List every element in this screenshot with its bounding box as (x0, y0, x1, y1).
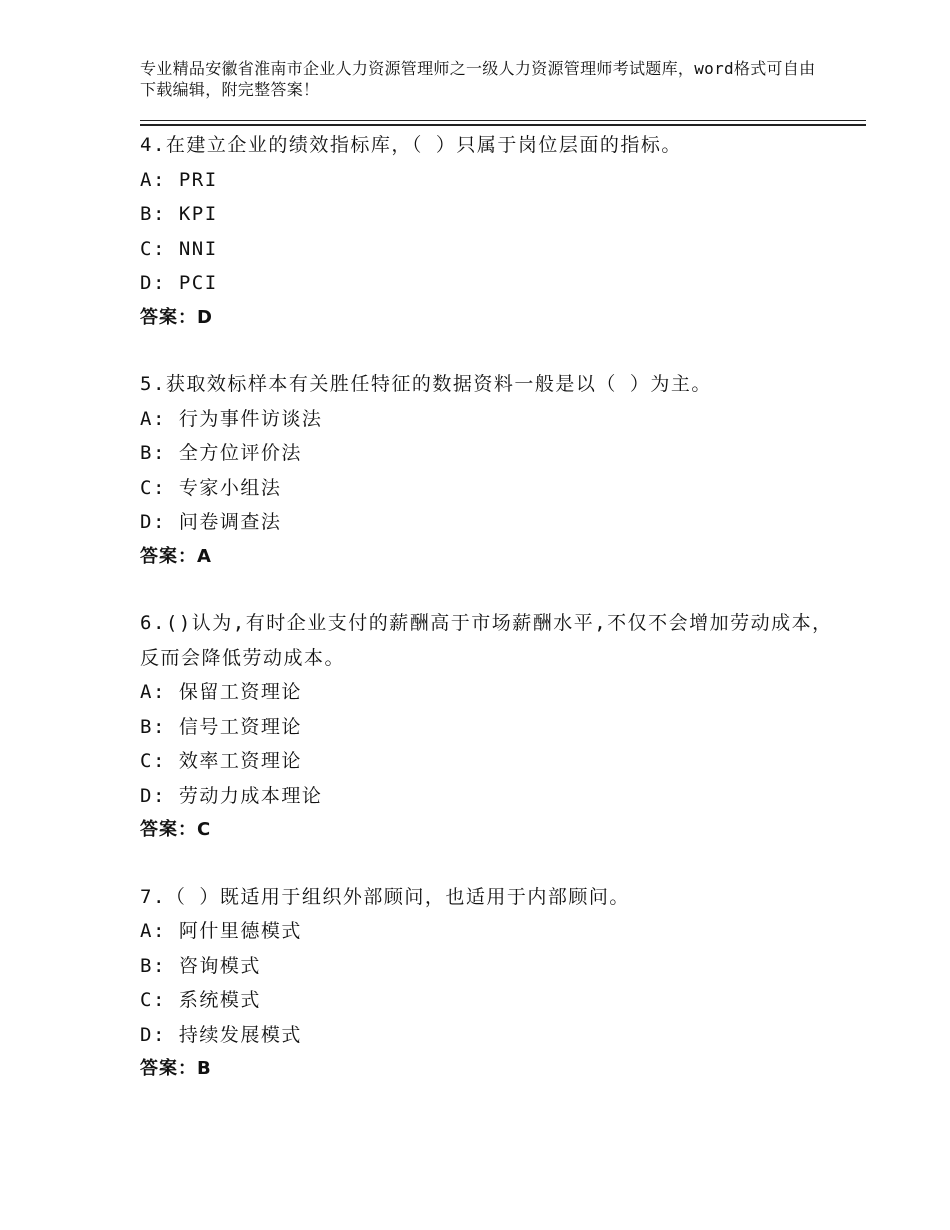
option-d (140, 1018, 840, 1053)
option-a (140, 163, 840, 198)
option-key: C: (140, 476, 166, 499)
option-a (140, 914, 840, 949)
option-key: D: (140, 511, 166, 533)
answer-label: 答案：C (140, 819, 212, 840)
option-d (140, 779, 840, 814)
option-text: KPI (165, 203, 218, 225)
option-text: 行为事件访谈法 (165, 407, 323, 430)
question-5 (140, 367, 840, 574)
option-text: 效率工资理论 (165, 750, 302, 772)
option-c (140, 983, 840, 1018)
question-6 (140, 606, 840, 848)
option-text: 信号工资理论 (165, 715, 302, 738)
option-text: 劳动力成本理论 (165, 784, 323, 807)
page-header: 专业精品安徽省淮南市企业人力资源管理师之一级人力资源管理师考试题库，word格式可自由下载编辑，附完整答案！ (140, 59, 816, 99)
option-text: 阿什里德模式 (165, 920, 302, 942)
option-b (140, 710, 840, 745)
option-text: 保留工资理论 (165, 681, 302, 703)
header-divider-thick (140, 124, 866, 126)
option-d (140, 505, 840, 540)
question-title: 7.（ ）既适用于组织外部顾问，也适用于内部顾问。 (140, 885, 630, 908)
option-key: A: (140, 920, 166, 942)
option-b (140, 436, 840, 471)
option-a (140, 402, 840, 437)
option-key: A: (140, 681, 166, 703)
question-list (140, 128, 840, 1119)
option-key: C: (140, 989, 166, 1011)
option-key: D: (140, 784, 166, 807)
question-7 (140, 880, 840, 1087)
option-key: C: (140, 750, 166, 772)
option-key: B: (140, 715, 166, 738)
question-title: 5.获取效标样本有关胜任特征的数据资料一般是以（ ）为主。 (140, 373, 712, 395)
option-text: 持续发展模式 (165, 1023, 302, 1046)
option-b (140, 949, 840, 984)
option-key: D: (140, 272, 166, 294)
option-text: 系统模式 (165, 989, 261, 1011)
header-divider-thin (140, 120, 866, 121)
question-4 (140, 128, 840, 335)
option-key: B: (140, 954, 166, 977)
option-key: A: (140, 168, 166, 191)
answer-label: 答案：A (140, 545, 212, 567)
option-a (140, 675, 840, 710)
option-key: C: (140, 237, 166, 260)
answer-label: 答案：D (140, 306, 213, 328)
option-b (140, 197, 840, 232)
option-text: 咨询模式 (165, 954, 261, 977)
option-key: B: (140, 203, 166, 225)
option-key: A: (140, 407, 166, 430)
option-c (140, 744, 840, 779)
question-title: 6.()认为,有时企业支付的薪酬高于市场薪酬水平,不仅不会增加劳动成本，反而会降低劳动成本。 (140, 612, 833, 669)
option-text: PRI (165, 168, 218, 191)
answer-label: 答案：B (140, 1058, 212, 1079)
option-text: 专家小组法 (165, 476, 282, 499)
option-key: B: (140, 442, 166, 464)
option-c (140, 471, 840, 506)
option-d (140, 266, 840, 301)
option-c (140, 232, 840, 267)
option-text: 问卷调查法 (165, 511, 282, 533)
option-key: D: (140, 1023, 166, 1046)
option-text: 全方位评价法 (165, 442, 302, 464)
question-title: 4.在建立企业的绩效指标库，（ ）只属于岗位层面的指标。 (140, 134, 682, 156)
option-text: NNI (165, 237, 218, 260)
option-text: PCI (165, 272, 218, 294)
